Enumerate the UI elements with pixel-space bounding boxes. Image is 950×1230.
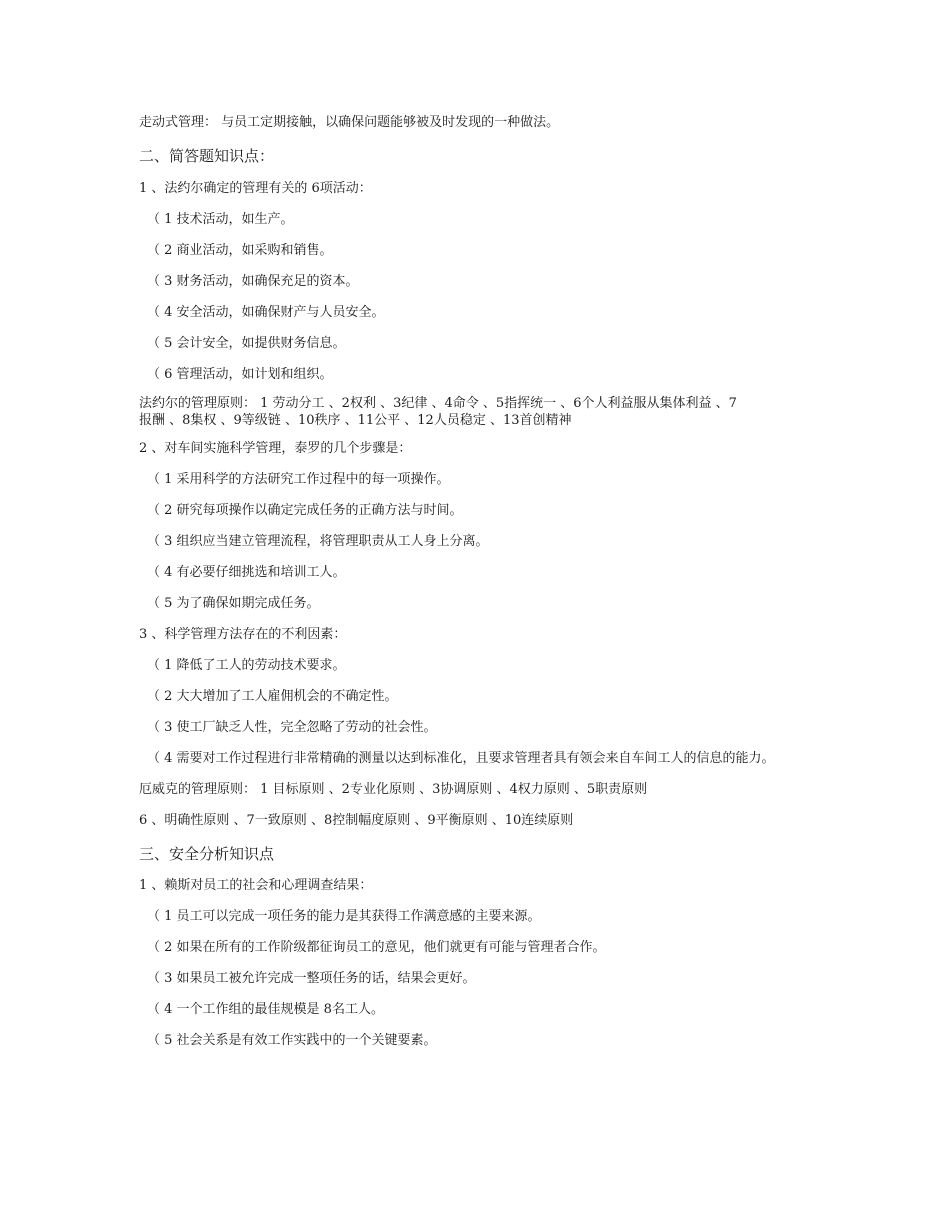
list-item: （ 4 需要对工作过程进行非常精确的测量以达到标准化，且要求管理者具有领会来自车间工人的信息的能力。 xyxy=(147,751,775,766)
list-item: （ 3 财务活动，如确保充足的资本。 xyxy=(147,274,359,289)
fayol-principles-line: 法约尔的管理原则： 1 劳动分工 、2权利 、3纪律 、4命令 、5指挥统一 、6个人利益服从集体利益 、7 xyxy=(139,396,737,411)
list-item: （ 3 使工厂缺乏人性，完全忽略了劳动的社会性。 xyxy=(147,720,437,735)
list-item: （ 4 安全活动，如确保财产与人员安全。 xyxy=(147,305,385,320)
question-title: 3 、科学管理方法存在的不利因素： xyxy=(139,627,347,642)
document-body xyxy=(139,112,839,1052)
list-item: （ 4 有必要仔细挑选和培训工人。 xyxy=(147,565,346,580)
section-heading: 三、安全分析知识点 xyxy=(139,845,275,863)
list-item: （ 2 大大增加了工人雇佣机会的不确定性。 xyxy=(147,689,398,704)
list-item: （ 5 会计安全，如提供财务信息。 xyxy=(147,336,346,351)
question-title: 2 、对车间实施科学管理，泰罗的几个步骤是： xyxy=(139,441,412,456)
fayol-principles-line: 报酬 、8集权 、9等级链 、10秩序 、11公平 、12人员稳定 、13首创精神 xyxy=(139,413,572,428)
urwick-principles-line: 厄威克的管理原则： 1 目标原则 、2专业化原则 、3协调原则 、4权力原则 、5职责原则 xyxy=(139,782,648,797)
list-item: （ 1 员工可以完成一项任务的能力是其获得工作满意感的主要来源。 xyxy=(147,909,541,924)
section-heading: 二、简答题知识点： xyxy=(139,147,275,165)
intro-text: 走动式管理： 与员工定期接触，以确保问题能够被及时发现的一种做法。 xyxy=(139,115,560,130)
list-item: （ 3 如果员工被允许完成一整项任务的话，结果会更好。 xyxy=(147,971,476,986)
question-title: 1 、赖斯对员工的社会和心理调查结果： xyxy=(139,878,373,893)
list-item: （ 1 降低了工人的劳动技术要求。 xyxy=(147,658,346,673)
list-item: （ 2 研究每项操作以确定完成任务的正确方法与时间。 xyxy=(147,503,463,518)
list-item: （ 6 管理活动，如计划和组织。 xyxy=(147,367,333,382)
list-item: （ 4 一个工作组的最佳规模是 8名工人。 xyxy=(147,1002,384,1017)
fayol-principles xyxy=(139,395,839,429)
list-item: （ 5 社会关系是有效工作实践中的一个关键要素。 xyxy=(147,1033,437,1048)
list-item: （ 2 如果在所有的工作阶级都征询员工的意见，他们就更有可能与管理者合作。 xyxy=(147,940,606,955)
question-title: 1 、法约尔确定的管理有关的 6项活动： xyxy=(139,181,372,196)
list-item: （ 2 商业活动，如采购和销售。 xyxy=(147,243,333,258)
list-item: （ 3 组织应当建立管理流程，将管理职责从工人身上分离。 xyxy=(147,534,489,549)
list-item: （ 5 为了确保如期完成任务。 xyxy=(147,596,320,611)
list-item: （ 1 技术活动，如生产。 xyxy=(147,212,294,227)
urwick-principles-line: 6 、明确性原则 、7一致原则 、8控制幅度原则 、9平衡原则 、10连续原则 xyxy=(139,813,574,828)
list-item: （ 1 采用科学的方法研究工作过程中的每一项操作。 xyxy=(147,472,450,487)
